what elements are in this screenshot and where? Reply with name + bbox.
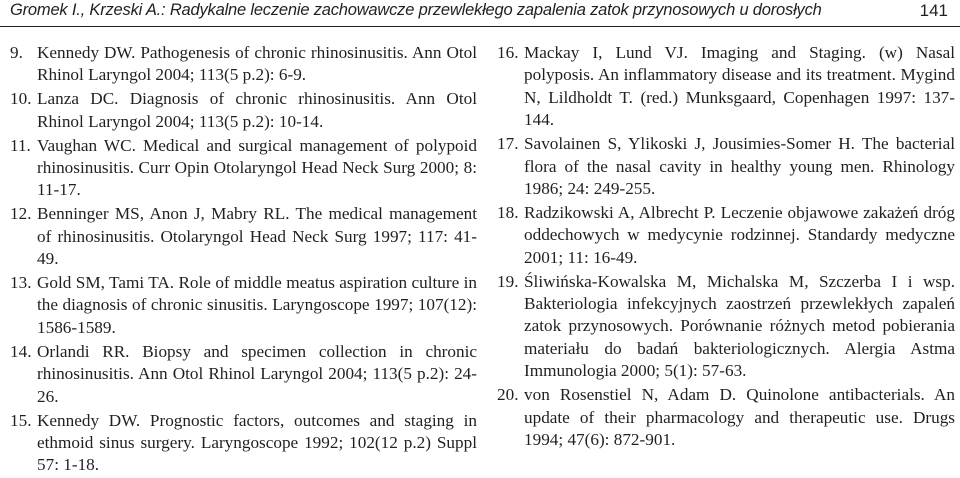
- reference-number: 9.: [10, 43, 23, 62]
- reference-number: 15.: [10, 410, 32, 430]
- page-header: [0, 0, 960, 30]
- reference-item: [497, 202, 955, 269]
- page-number: 141: [919, 1, 948, 20]
- reference-text: Kennedy DW. Prognostic factors, outcomes and staging in ethmoid sinus surgery. Laryngoscope 1992; 102(12 p.2) Suppl 57: 1-18.: [37, 410, 477, 475]
- reference-number: 14.: [10, 341, 32, 361]
- reference-number: 17.: [497, 134, 519, 154]
- reference-text: Benninger MS, Anon J, Mabry RL. The medical management of rhinosinusitis. Otolaryngol Head Neck Surg 1997; 117: 41-49.: [37, 204, 477, 269]
- reference-number: 10.: [10, 89, 32, 109]
- reference-text: Savolainen S, Ylikoski J, Jousimies-Somer H. The bacterial flora of the nasal cavity in healthy young men. Rhinology 1986; 24: 249-255.: [524, 134, 955, 198]
- reference-item: [497, 384, 955, 451]
- reference-item: [10, 88, 477, 133]
- reference-text: Kennedy DW. Pathogenesis of chronic rhinosinusitis. Ann Otol Rhinol Laryngol 2004; 113(5 p.2): 6-9.: [37, 43, 477, 85]
- reference-text: Śliwińska-Kowalska M, Michalska M, Szczerba I i wsp. Bakteriologia infekcyjnych zaostrzeń przewlekłych zapaleń zatok przynosowych. Porównanie różnych metod pobierania materiału do badań bakteriologicznych. Alergia Astma Immunologia 2000; 5(1): 57-63.: [524, 271, 955, 381]
- reference-number: 16.: [497, 43, 519, 62]
- references-right-column: [497, 42, 955, 453]
- reference-number: 20.: [497, 385, 519, 405]
- reference-item: [497, 133, 955, 200]
- running-head: Gromek I., Krzeski A.: Radykalne leczenie zachowawcze przewlekłego zapalenia zatok przynosowych u dorosłych: [10, 1, 822, 19]
- reference-item: [10, 135, 477, 202]
- reference-item: [10, 341, 477, 408]
- references-left-column: [10, 42, 477, 478]
- header-rule: [0, 26, 960, 27]
- reference-item: [10, 410, 477, 477]
- reference-number: 19.: [497, 271, 519, 291]
- reference-text: Orlandi RR. Biopsy and specimen collection in chronic rhinosinusitis. Ann Otol Rhinol Laryngol 2004; 113(5 p.2): 24-26.: [37, 341, 477, 406]
- reference-number: 13.: [10, 273, 32, 293]
- reference-item: [497, 42, 955, 132]
- reference-number: 11.: [10, 135, 31, 155]
- reference-text: von Rosenstiel N, Adam D. Quinolone antibacterials. An update of their pharmacology and therapeutic use. Drugs 1994; 47(6): 872-901.: [524, 385, 955, 449]
- reference-text: Radzikowski A, Albrecht P. Leczenie objawowe zakażeń dróg oddechowych w medycynie rodzinnej. Standardy medyczne 2001; 11: 16-49.: [524, 202, 955, 267]
- reference-item: [10, 272, 477, 339]
- reference-number: 18.: [497, 202, 519, 222]
- reference-text: Gold SM, Tami TA. Role of middle meatus aspiration culture in the diagnosis of chronic sinusitis. Laryngoscope 1997; 107(12): 1586-1589.: [37, 273, 477, 337]
- reference-text: Lanza DC. Diagnosis of chronic rhinosinusitis. Ann Otol Rhinol Laryngol 2004; 113(5 p.2): 10-14.: [37, 89, 477, 131]
- reference-text: Vaughan WC. Medical and surgical management of polypoid rhinosinusitis. Curr Opin Otolaryngol Head Neck Surg 2000; 8: 11-17.: [37, 135, 477, 200]
- reference-item: [497, 271, 955, 383]
- reference-text: Mackay I, Lund VJ. Imaging and Staging. (w) Nasal polyposis. An inflammatory disease and its treatment. Mygind N, Lildholdt T. (red.) Munksgaard, Copenhagen 1997: 137-144.: [524, 43, 955, 130]
- reference-item: [10, 203, 477, 270]
- reference-number: 12.: [10, 204, 32, 224]
- reference-item: [10, 42, 477, 87]
